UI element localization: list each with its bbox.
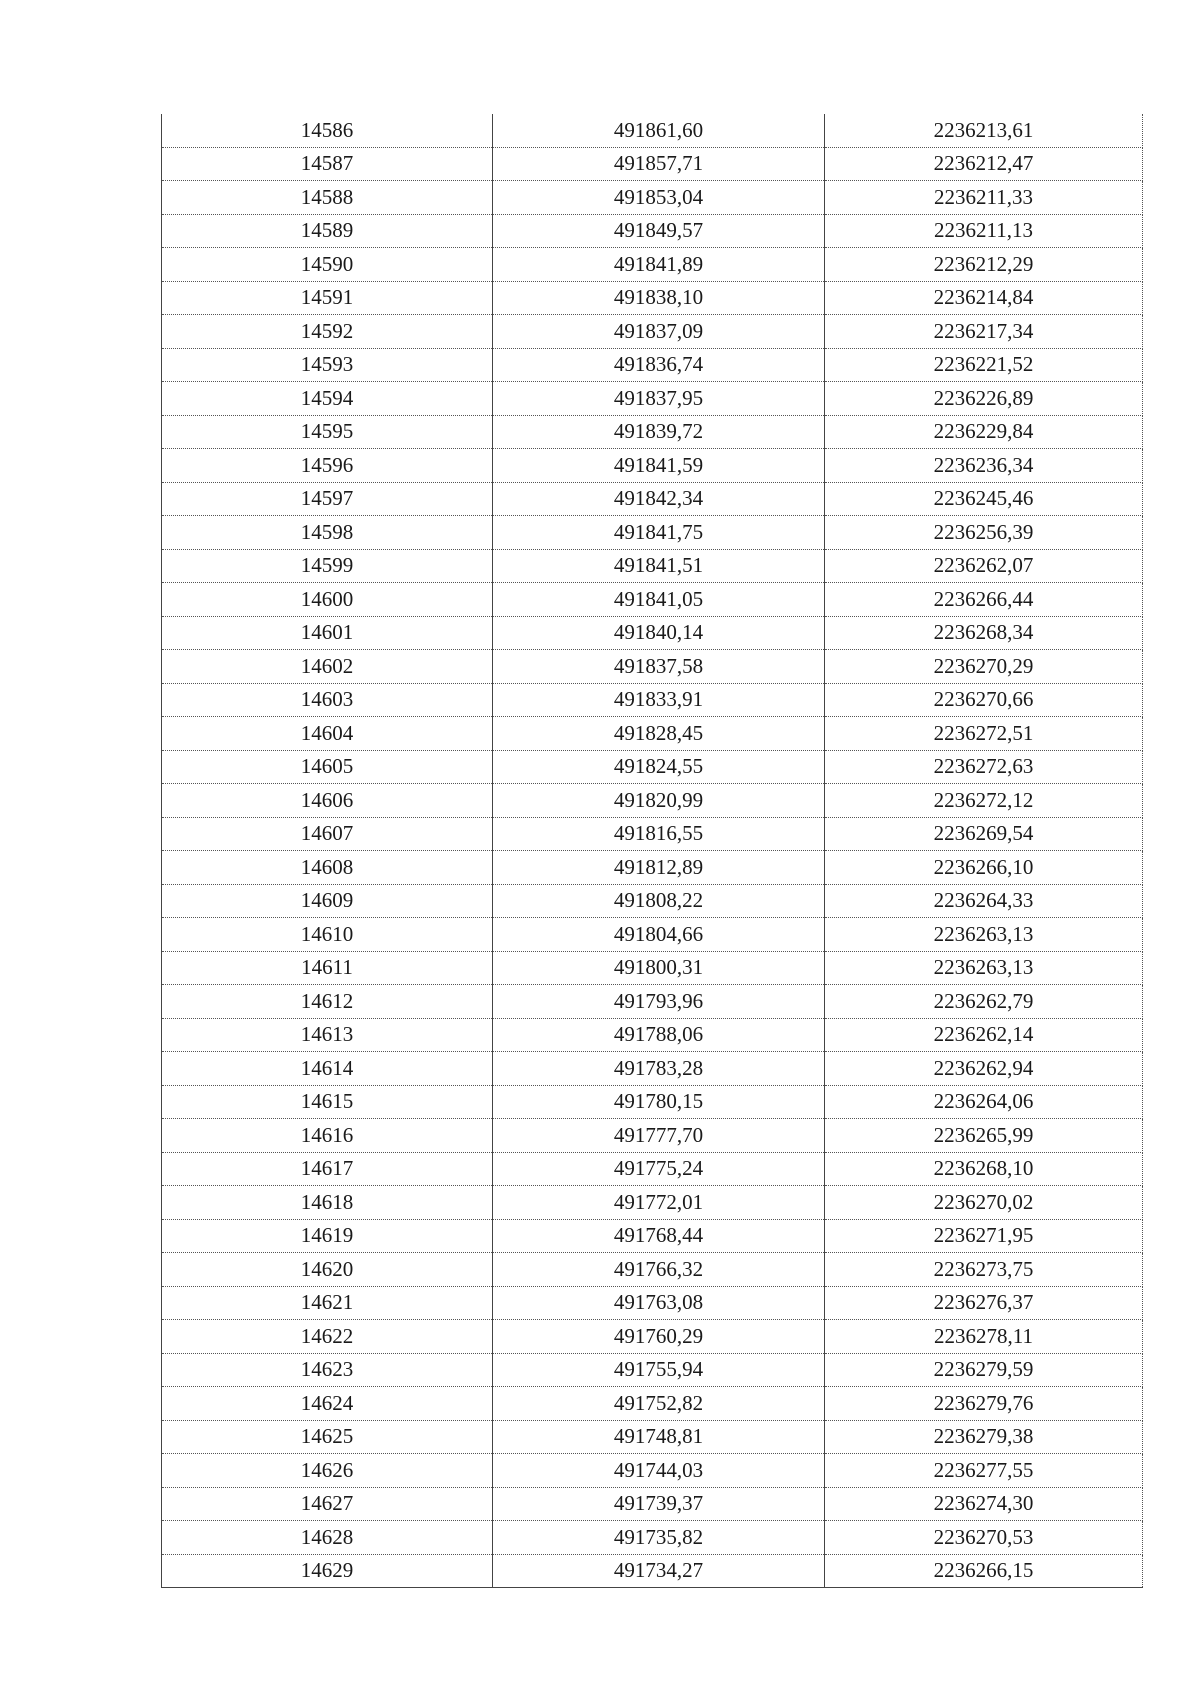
x-coordinate-cell: 491837,09 <box>493 315 825 349</box>
point-number-cell: 14628 <box>162 1521 493 1555</box>
x-coordinate-cell: 491841,51 <box>493 549 825 583</box>
table-row <box>162 1119 1143 1153</box>
y-coordinate-cell: 2236279,38 <box>825 1420 1143 1454</box>
x-coordinate-cell: 491763,08 <box>493 1286 825 1320</box>
y-coordinate-cell: 2236265,99 <box>825 1119 1143 1153</box>
x-coordinate-cell: 491828,45 <box>493 717 825 751</box>
table-row <box>162 717 1143 751</box>
point-number-cell: 14627 <box>162 1487 493 1521</box>
table-row <box>162 750 1143 784</box>
table-row <box>162 1454 1143 1488</box>
y-coordinate-cell: 2236272,51 <box>825 717 1143 751</box>
x-coordinate-cell: 491853,04 <box>493 181 825 215</box>
table-row <box>162 147 1143 181</box>
y-coordinate-cell: 2236268,34 <box>825 616 1143 650</box>
table-row <box>162 918 1143 952</box>
x-coordinate-cell: 491768,44 <box>493 1219 825 1253</box>
point-number-cell: 14616 <box>162 1119 493 1153</box>
y-coordinate-cell: 2236262,14 <box>825 1018 1143 1052</box>
x-coordinate-cell: 491857,71 <box>493 147 825 181</box>
y-coordinate-cell: 2236279,76 <box>825 1387 1143 1421</box>
y-coordinate-cell: 2236263,13 <box>825 918 1143 952</box>
table-row <box>162 482 1143 516</box>
x-coordinate-cell: 491838,10 <box>493 281 825 315</box>
coordinates-table <box>161 114 1143 1588</box>
table-row <box>162 315 1143 349</box>
table-row <box>162 1219 1143 1253</box>
point-number-cell: 14614 <box>162 1052 493 1086</box>
y-coordinate-cell: 2236274,30 <box>825 1487 1143 1521</box>
y-coordinate-cell: 2236262,94 <box>825 1052 1143 1086</box>
table-row <box>162 650 1143 684</box>
x-coordinate-cell: 491840,14 <box>493 616 825 650</box>
table-row <box>162 449 1143 483</box>
point-number-cell: 14589 <box>162 214 493 248</box>
x-coordinate-cell: 491833,91 <box>493 683 825 717</box>
x-coordinate-cell: 491836,74 <box>493 348 825 382</box>
y-coordinate-cell: 2236226,89 <box>825 382 1143 416</box>
point-number-cell: 14610 <box>162 918 493 952</box>
y-coordinate-cell: 2236266,44 <box>825 583 1143 617</box>
x-coordinate-cell: 491783,28 <box>493 1052 825 1086</box>
x-coordinate-cell: 491748,81 <box>493 1420 825 1454</box>
y-coordinate-cell: 2236214,84 <box>825 281 1143 315</box>
x-coordinate-cell: 491793,96 <box>493 985 825 1019</box>
table-row <box>162 1085 1143 1119</box>
x-coordinate-cell: 491841,05 <box>493 583 825 617</box>
x-coordinate-cell: 491800,31 <box>493 951 825 985</box>
y-coordinate-cell: 2236271,95 <box>825 1219 1143 1253</box>
y-coordinate-cell: 2236262,79 <box>825 985 1143 1019</box>
y-coordinate-cell: 2236213,61 <box>825 114 1143 147</box>
x-coordinate-cell: 491760,29 <box>493 1320 825 1354</box>
x-coordinate-cell: 491861,60 <box>493 114 825 147</box>
point-number-cell: 14596 <box>162 449 493 483</box>
point-number-cell: 14621 <box>162 1286 493 1320</box>
x-coordinate-cell: 491775,24 <box>493 1152 825 1186</box>
y-coordinate-cell: 2236266,15 <box>825 1554 1143 1588</box>
y-coordinate-cell: 2236277,55 <box>825 1454 1143 1488</box>
table-row <box>162 516 1143 550</box>
point-number-cell: 14623 <box>162 1353 493 1387</box>
y-coordinate-cell: 2236211,13 <box>825 214 1143 248</box>
table-row <box>162 951 1143 985</box>
y-coordinate-cell: 2236229,84 <box>825 415 1143 449</box>
point-number-cell: 14629 <box>162 1554 493 1588</box>
point-number-cell: 14587 <box>162 147 493 181</box>
y-coordinate-cell: 2236278,11 <box>825 1320 1143 1354</box>
table-row <box>162 1152 1143 1186</box>
y-coordinate-cell: 2236270,02 <box>825 1186 1143 1220</box>
table-row <box>162 214 1143 248</box>
x-coordinate-cell: 491804,66 <box>493 918 825 952</box>
x-coordinate-cell: 491808,22 <box>493 884 825 918</box>
table-row <box>162 1554 1143 1588</box>
point-number-cell: 14599 <box>162 549 493 583</box>
point-number-cell: 14613 <box>162 1018 493 1052</box>
table-row <box>162 1253 1143 1287</box>
table-row <box>162 1286 1143 1320</box>
table-row <box>162 1353 1143 1387</box>
x-coordinate-cell: 491734,27 <box>493 1554 825 1588</box>
point-number-cell: 14603 <box>162 683 493 717</box>
table-row <box>162 248 1143 282</box>
point-number-cell: 14586 <box>162 114 493 147</box>
x-coordinate-cell: 491739,37 <box>493 1487 825 1521</box>
coordinates-table-body <box>162 114 1143 1588</box>
x-coordinate-cell: 491816,55 <box>493 817 825 851</box>
point-number-cell: 14620 <box>162 1253 493 1287</box>
x-coordinate-cell: 491841,75 <box>493 516 825 550</box>
point-number-cell: 14626 <box>162 1454 493 1488</box>
y-coordinate-cell: 2236273,75 <box>825 1253 1143 1287</box>
table-row <box>162 382 1143 416</box>
point-number-cell: 14594 <box>162 382 493 416</box>
table-row <box>162 884 1143 918</box>
table-row <box>162 817 1143 851</box>
y-coordinate-cell: 2236272,63 <box>825 750 1143 784</box>
y-coordinate-cell: 2236212,47 <box>825 147 1143 181</box>
x-coordinate-cell: 491849,57 <box>493 214 825 248</box>
point-number-cell: 14612 <box>162 985 493 1019</box>
point-number-cell: 14622 <box>162 1320 493 1354</box>
point-number-cell: 14600 <box>162 583 493 617</box>
y-coordinate-cell: 2236268,10 <box>825 1152 1143 1186</box>
x-coordinate-cell: 491824,55 <box>493 750 825 784</box>
x-coordinate-cell: 491842,34 <box>493 482 825 516</box>
table-row <box>162 1320 1143 1354</box>
y-coordinate-cell: 2236266,10 <box>825 851 1143 885</box>
x-coordinate-cell: 491755,94 <box>493 1353 825 1387</box>
x-coordinate-cell: 491839,72 <box>493 415 825 449</box>
table-row <box>162 616 1143 650</box>
point-number-cell: 14597 <box>162 482 493 516</box>
y-coordinate-cell: 2236279,59 <box>825 1353 1143 1387</box>
point-number-cell: 14625 <box>162 1420 493 1454</box>
y-coordinate-cell: 2236236,34 <box>825 449 1143 483</box>
y-coordinate-cell: 2236270,53 <box>825 1521 1143 1555</box>
x-coordinate-cell: 491837,95 <box>493 382 825 416</box>
x-coordinate-cell: 491820,99 <box>493 784 825 818</box>
x-coordinate-cell: 491744,03 <box>493 1454 825 1488</box>
y-coordinate-cell: 2236269,54 <box>825 817 1143 851</box>
point-number-cell: 14604 <box>162 717 493 751</box>
table-row <box>162 1052 1143 1086</box>
table-row <box>162 281 1143 315</box>
x-coordinate-cell: 491841,59 <box>493 449 825 483</box>
y-coordinate-cell: 2236264,33 <box>825 884 1143 918</box>
x-coordinate-cell: 491841,89 <box>493 248 825 282</box>
x-coordinate-cell: 491735,82 <box>493 1521 825 1555</box>
y-coordinate-cell: 2236211,33 <box>825 181 1143 215</box>
y-coordinate-cell: 2236245,46 <box>825 482 1143 516</box>
point-number-cell: 14624 <box>162 1387 493 1421</box>
point-number-cell: 14605 <box>162 750 493 784</box>
point-number-cell: 14591 <box>162 281 493 315</box>
table-row <box>162 784 1143 818</box>
x-coordinate-cell: 491812,89 <box>493 851 825 885</box>
y-coordinate-cell: 2236264,06 <box>825 1085 1143 1119</box>
table-row <box>162 549 1143 583</box>
y-coordinate-cell: 2236270,29 <box>825 650 1143 684</box>
point-number-cell: 14588 <box>162 181 493 215</box>
y-coordinate-cell: 2236217,34 <box>825 315 1143 349</box>
y-coordinate-cell: 2236263,13 <box>825 951 1143 985</box>
x-coordinate-cell: 491837,58 <box>493 650 825 684</box>
point-number-cell: 14609 <box>162 884 493 918</box>
x-coordinate-cell: 491752,82 <box>493 1387 825 1421</box>
point-number-cell: 14611 <box>162 951 493 985</box>
table-row <box>162 1487 1143 1521</box>
point-number-cell: 14590 <box>162 248 493 282</box>
point-number-cell: 14608 <box>162 851 493 885</box>
y-coordinate-cell: 2236221,52 <box>825 348 1143 382</box>
point-number-cell: 14602 <box>162 650 493 684</box>
y-coordinate-cell: 2236262,07 <box>825 549 1143 583</box>
table-row <box>162 415 1143 449</box>
y-coordinate-cell: 2236256,39 <box>825 516 1143 550</box>
point-number-cell: 14598 <box>162 516 493 550</box>
point-number-cell: 14606 <box>162 784 493 818</box>
x-coordinate-cell: 491780,15 <box>493 1085 825 1119</box>
table-row <box>162 683 1143 717</box>
point-number-cell: 14618 <box>162 1186 493 1220</box>
table-row <box>162 1521 1143 1555</box>
x-coordinate-cell: 491777,70 <box>493 1119 825 1153</box>
point-number-cell: 14593 <box>162 348 493 382</box>
table-row <box>162 1387 1143 1421</box>
x-coordinate-cell: 491772,01 <box>493 1186 825 1220</box>
table-row <box>162 1186 1143 1220</box>
table-row <box>162 1420 1143 1454</box>
table-row <box>162 348 1143 382</box>
point-number-cell: 14615 <box>162 1085 493 1119</box>
x-coordinate-cell: 491766,32 <box>493 1253 825 1287</box>
y-coordinate-cell: 2236272,12 <box>825 784 1143 818</box>
table-row <box>162 181 1143 215</box>
point-number-cell: 14601 <box>162 616 493 650</box>
point-number-cell: 14607 <box>162 817 493 851</box>
point-number-cell: 14619 <box>162 1219 493 1253</box>
x-coordinate-cell: 491788,06 <box>493 1018 825 1052</box>
table-row <box>162 1018 1143 1052</box>
point-number-cell: 14595 <box>162 415 493 449</box>
table-row <box>162 583 1143 617</box>
y-coordinate-cell: 2236270,66 <box>825 683 1143 717</box>
table-row <box>162 985 1143 1019</box>
table-row <box>162 851 1143 885</box>
y-coordinate-cell: 2236212,29 <box>825 248 1143 282</box>
point-number-cell: 14617 <box>162 1152 493 1186</box>
table-row <box>162 114 1143 147</box>
y-coordinate-cell: 2236276,37 <box>825 1286 1143 1320</box>
point-number-cell: 14592 <box>162 315 493 349</box>
